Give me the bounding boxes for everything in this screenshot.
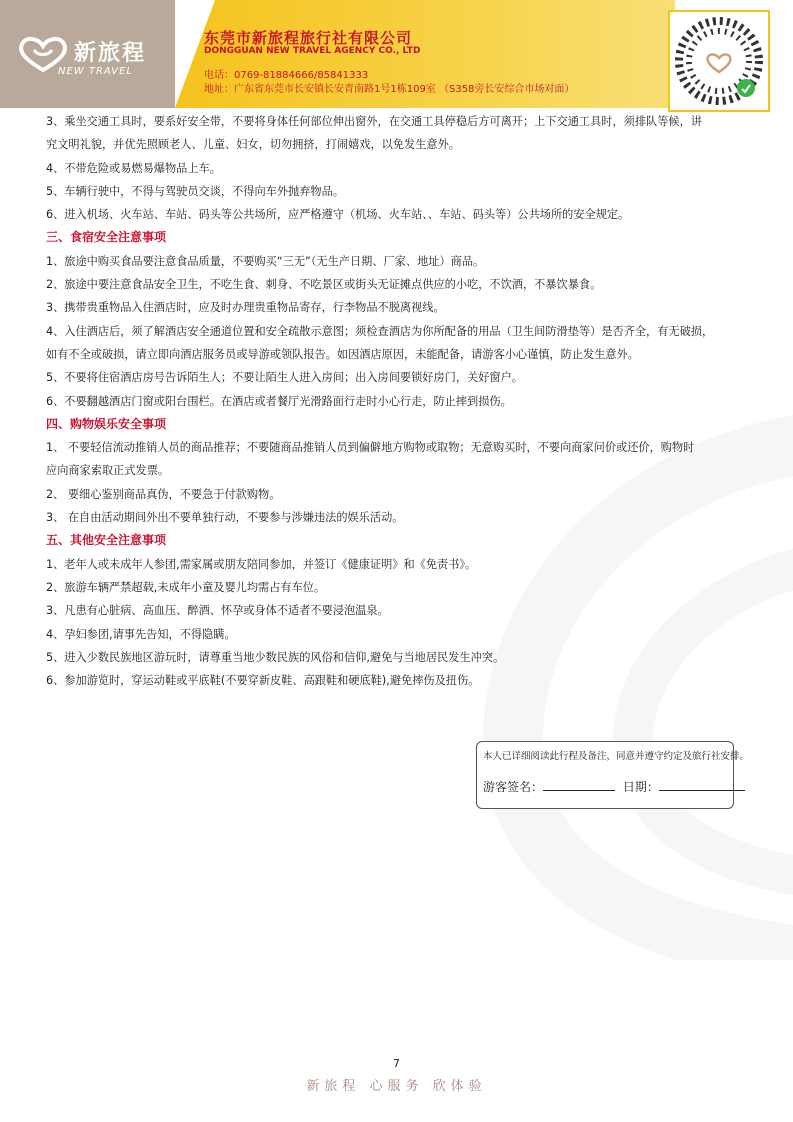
logo-text-en: NEW TRAVEL bbox=[58, 66, 133, 77]
footer-slogan: 新旅程 心服务 欣体验 bbox=[306, 1079, 487, 1094]
page-header bbox=[0, 0, 793, 108]
company-phone: 电话：0769-81884666/85841333 bbox=[204, 70, 369, 81]
guest-signature-label: 游客签名： bbox=[483, 780, 544, 794]
other-item-line: 1、老年人或未成年人参团,需家属或朋友陪同参加，并签订《健康证明》和《免责书》。 bbox=[46, 557, 477, 571]
logo-text-cn: 新旅程 bbox=[74, 41, 147, 66]
other-item-line: 4、孕妇参团,请事先告知，不得隐瞒。 bbox=[46, 627, 236, 641]
food-lodging-item-line: 3、携带贵重物品入住酒店时，应及时办理贵重物品寄存，行李物品不脱离视线。 bbox=[46, 301, 445, 315]
page-number: 7 bbox=[393, 1057, 400, 1070]
company-name-cn: 东莞市新旅程旅行社有限公司 bbox=[204, 29, 413, 47]
traffic-item-line: 6、进入机场、火车站、车站、码头等公共场所，应严格遵守（机场、火车站、、车站、码头等）公共场所的安全规定。 bbox=[46, 208, 630, 222]
signature-box bbox=[476, 741, 750, 809]
food-lodging-item-line: 5、不要将住宿酒店房号告诉陌生人；不要让陌生人进入房间；出入房间要锁好房门，关好窗户。 bbox=[46, 371, 523, 385]
shopping-item-line: 1、 不要轻信流动推销人员的商品推荐；不要随商品推销人员到偏僻地方购物或取物；无意购买时，不要向商家问价或还价，购物时 bbox=[46, 441, 695, 455]
shopping-item-line: 应向商家索取正式发票。 bbox=[46, 464, 170, 478]
traffic-item-line: 5、车辆行驶中，不得与驾驶员交谈，不得向车外抛弃物品。 bbox=[46, 184, 344, 198]
traffic-item-line: 究文明礼貌，并优先照顾老人、儿童、妇女，切勿拥挤，打闹嬉戏，以免发生意外。 bbox=[46, 138, 460, 152]
signature-row bbox=[483, 778, 745, 795]
other-item-line: 2、旅游车辆严禁超载,未成年小童及婴儿均需占有车位。 bbox=[46, 580, 326, 594]
food-lodging-item-line: 4、入住酒店后，须了解酒店安全通道位置和安全疏散示意图；须检查酒店为你所配备的用品（卫生间防滑垫等）是否齐全，有无破损， bbox=[46, 324, 714, 338]
document-body bbox=[46, 110, 758, 692]
date-field[interactable] bbox=[659, 778, 745, 791]
other-item-line: 6、参加游览时，穿运动鞋或平底鞋(不要穿新皮鞋、高跟鞋和硬底鞋),避免摔伤及扭伤。 bbox=[46, 674, 480, 688]
qr-code-icon bbox=[670, 12, 768, 110]
other-item-line: 3、凡患有心脏病、高血压、醉酒、怀孕或身体不适者不要浸泡温泉。 bbox=[46, 604, 389, 618]
shopping-item-line: 3、 在自由活动期间外出不要单独行动，不要参与涉嫌违法的娱乐活动。 bbox=[46, 511, 404, 525]
section-title-food-lodging: 三、食宿安全注意事项 bbox=[46, 230, 167, 245]
food-lodging-item-line: 2、旅途中要注意食品安全卫生，不吃生食、刺身、不吃景区或街头无证摊点供应的小吃，不饮酒，不暴饮暴食。 bbox=[46, 278, 602, 292]
food-lodging-item-line: 6、不要翻越酒店门窗或阳台围栏。在酒店或者餐厅光滑路面行走时小心行走，防止摔到损伤。 bbox=[46, 394, 512, 408]
qr-code bbox=[668, 10, 770, 112]
company-address: 地址：广东省东莞市长安镇长安青南路1号1栋109室 （S358旁长安综合市场对面） bbox=[204, 84, 575, 95]
company-name-en: DONGGUAN NEW TRAVEL AGENCY CO., LTD bbox=[204, 46, 421, 56]
date-label: 日期： bbox=[622, 780, 659, 794]
other-item-line: 5、进入少数民族地区游玩时，请尊重当地少数民族的风俗和信仰,避免与当地居民发生冲突。 bbox=[46, 650, 505, 664]
shopping-item-line: 2、 要细心鉴别商品真伪，不要急于付款购物。 bbox=[46, 487, 281, 501]
food-lodging-item-line: 如有不全或破损，请立即向酒店服务员或导游或领队报告。如因酒店原因，未能配备，请游客小心谨慎，防止发生意外。 bbox=[46, 347, 639, 361]
food-lodging-item-line: 1、旅途中购买食品要注意食品质量，不要购买“三无”（无生产日期、厂家、地址）商品。 bbox=[46, 254, 485, 268]
guest-signature-field[interactable] bbox=[543, 778, 615, 791]
traffic-item-line: 4、不带危险或易燃易爆物品上车。 bbox=[46, 161, 221, 175]
section-title-other: 五、其他安全注意事项 bbox=[46, 533, 167, 548]
section-title-shopping: 四、购物娱乐安全事项 bbox=[46, 416, 167, 431]
company-logo bbox=[0, 0, 175, 108]
traffic-item-line: 3、乘坐交通工具时，要系好安全带，不要将身体任何部位伸出窗外，在交通工具停稳后方可离开；上下交通工具时，须排队等候，讲 bbox=[46, 115, 702, 128]
signature-statement: 本人已详细阅读此行程及备注，同意并遵守约定及旅行社安排。 bbox=[483, 751, 750, 762]
